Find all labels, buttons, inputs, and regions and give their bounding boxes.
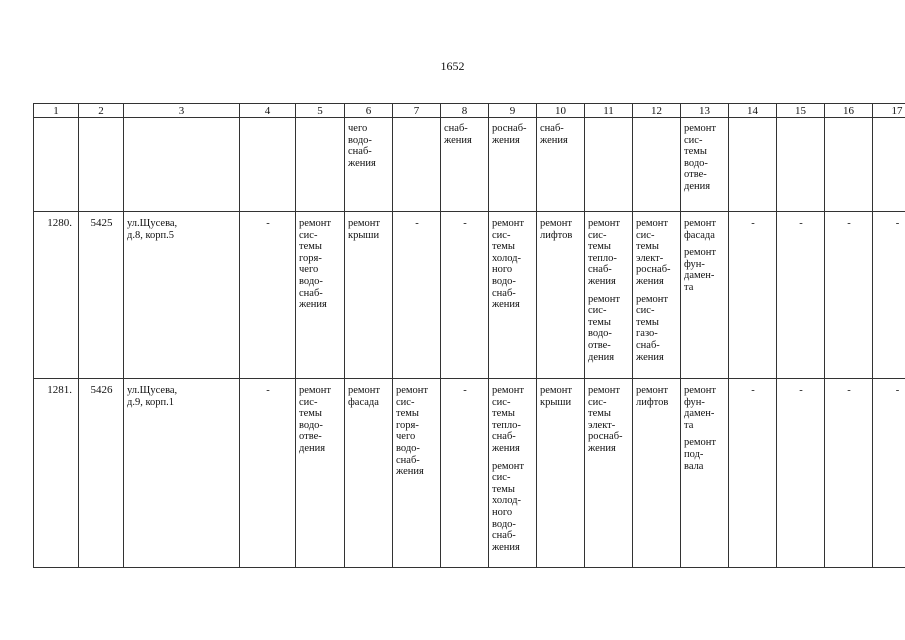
repair-item: ремонт сис- темы элект- роснаб- жения (636, 218, 671, 287)
building-code: 5426 (79, 379, 124, 568)
continuation-row (34, 118, 905, 212)
table-cell (633, 212, 681, 379)
table-cell (296, 379, 345, 568)
table-cell (537, 379, 585, 568)
repair-item: ремонт сис- темы горя- чего водо- снаб- жения (299, 218, 332, 311)
table-cell: - (777, 379, 825, 568)
repair-item: ремонт крыши (540, 385, 573, 408)
table-row (34, 212, 905, 379)
repair-item: ремонт сис- темы холод- ного водо- снаб- жения (492, 460, 525, 553)
cell-text: чего водо- снаб- жения (348, 123, 376, 169)
table-cell: - (777, 212, 825, 379)
table-cell: - (729, 212, 777, 379)
table-cell: - (240, 212, 296, 379)
table-cell: - (873, 212, 905, 379)
column-header: 8 (441, 104, 489, 118)
column-header: 2 (79, 104, 124, 118)
table-cell (489, 118, 537, 212)
column-header: 9 (489, 104, 537, 118)
building-code: 5425 (79, 212, 124, 379)
table-cell (345, 379, 393, 568)
repair-item: ремонт фасада (684, 218, 717, 241)
table-cell: - (873, 379, 905, 568)
table-cell (873, 118, 905, 212)
address-cell (124, 379, 240, 568)
repair-item: ремонт лифтов (540, 218, 573, 241)
table-cell (345, 212, 393, 379)
table-cell (124, 118, 240, 212)
repair-item: ремонт сис- темы водо- отве- дения (299, 385, 332, 454)
column-header: 7 (393, 104, 441, 118)
repair-item: ремонт сис- темы элект- роснаб- жения (588, 385, 623, 454)
column-header-row (34, 104, 905, 118)
column-header: 6 (345, 104, 393, 118)
repair-item: ремонт фасада (348, 385, 381, 408)
table-cell (681, 379, 729, 568)
table-cell (393, 118, 441, 212)
table-cell: - (729, 379, 777, 568)
row-number: 1281. (34, 379, 79, 568)
table-cell (240, 118, 296, 212)
column-header: 16 (825, 104, 873, 118)
address-cell (124, 212, 240, 379)
column-header: 14 (729, 104, 777, 118)
address-text: ул.Щусева, д.9, корп.1 (127, 385, 178, 408)
table-cell (585, 379, 633, 568)
table-cell (681, 212, 729, 379)
table-cell (393, 379, 441, 568)
table-cell (537, 212, 585, 379)
table-cell: - (825, 212, 873, 379)
page-number: 1652 (440, 59, 465, 73)
column-header: 1 (34, 104, 79, 118)
repair-item: ремонт сис- темы холод- ного водо- снаб- жения (492, 218, 525, 311)
column-header: 17 (873, 104, 905, 118)
table-cell (489, 379, 537, 568)
table-cell (34, 118, 79, 212)
repair-item: ремонт сис- темы газо- снаб- жения (636, 293, 669, 363)
table-cell (79, 118, 124, 212)
table-cell (345, 118, 393, 212)
table-cell (537, 118, 585, 212)
table-cell: - (393, 212, 441, 379)
table-cell (633, 118, 681, 212)
table-cell (729, 118, 777, 212)
column-header: 3 (124, 104, 240, 118)
table-cell (825, 118, 873, 212)
repair-item: ремонт крыши (348, 218, 381, 241)
cell-text: снаб- жения (540, 123, 568, 146)
table-cell (489, 212, 537, 379)
table-cell (633, 379, 681, 568)
repair-schedule-table (33, 103, 905, 568)
repair-item: ремонт фун- дамен- та (684, 385, 717, 431)
table-cell (296, 212, 345, 379)
repair-item: ремонт сис- темы тепло- снаб- жения (588, 218, 621, 287)
column-header: 12 (633, 104, 681, 118)
column-header: 13 (681, 104, 729, 118)
table-cell (585, 212, 633, 379)
table-cell (777, 118, 825, 212)
column-header: 4 (240, 104, 296, 118)
table-row (34, 379, 905, 568)
column-header: 5 (296, 104, 345, 118)
repair-item: ремонт лифтов (636, 385, 669, 408)
column-header: 10 (537, 104, 585, 118)
column-header: 15 (777, 104, 825, 118)
repair-item: ремонт под- вала (684, 437, 717, 472)
repair-item: ремонт сис- темы тепло- снаб- жения (492, 385, 525, 454)
table-cell: - (240, 379, 296, 568)
cell-text: ремонт сис- темы водо- отве- дения (684, 123, 717, 192)
table-cell: - (825, 379, 873, 568)
table-cell: - (441, 379, 489, 568)
repair-item: ремонт сис- темы водо- отве- дения (588, 293, 621, 363)
address-text: ул.Щусева, д.8, корп.5 (127, 218, 178, 241)
cell-text: снаб- жения (444, 123, 472, 146)
column-header: 11 (585, 104, 633, 118)
repair-item: ремонт фун- дамен- та (684, 247, 717, 293)
table-cell (681, 118, 729, 212)
table-cell (585, 118, 633, 212)
table-cell: - (441, 212, 489, 379)
cell-text: роснаб- жения (492, 123, 527, 146)
repair-item: ремонт сис- темы горя- чего водо- снаб- жения (396, 385, 429, 478)
row-number: 1280. (34, 212, 79, 379)
table-cell (296, 118, 345, 212)
table-cell (441, 118, 489, 212)
